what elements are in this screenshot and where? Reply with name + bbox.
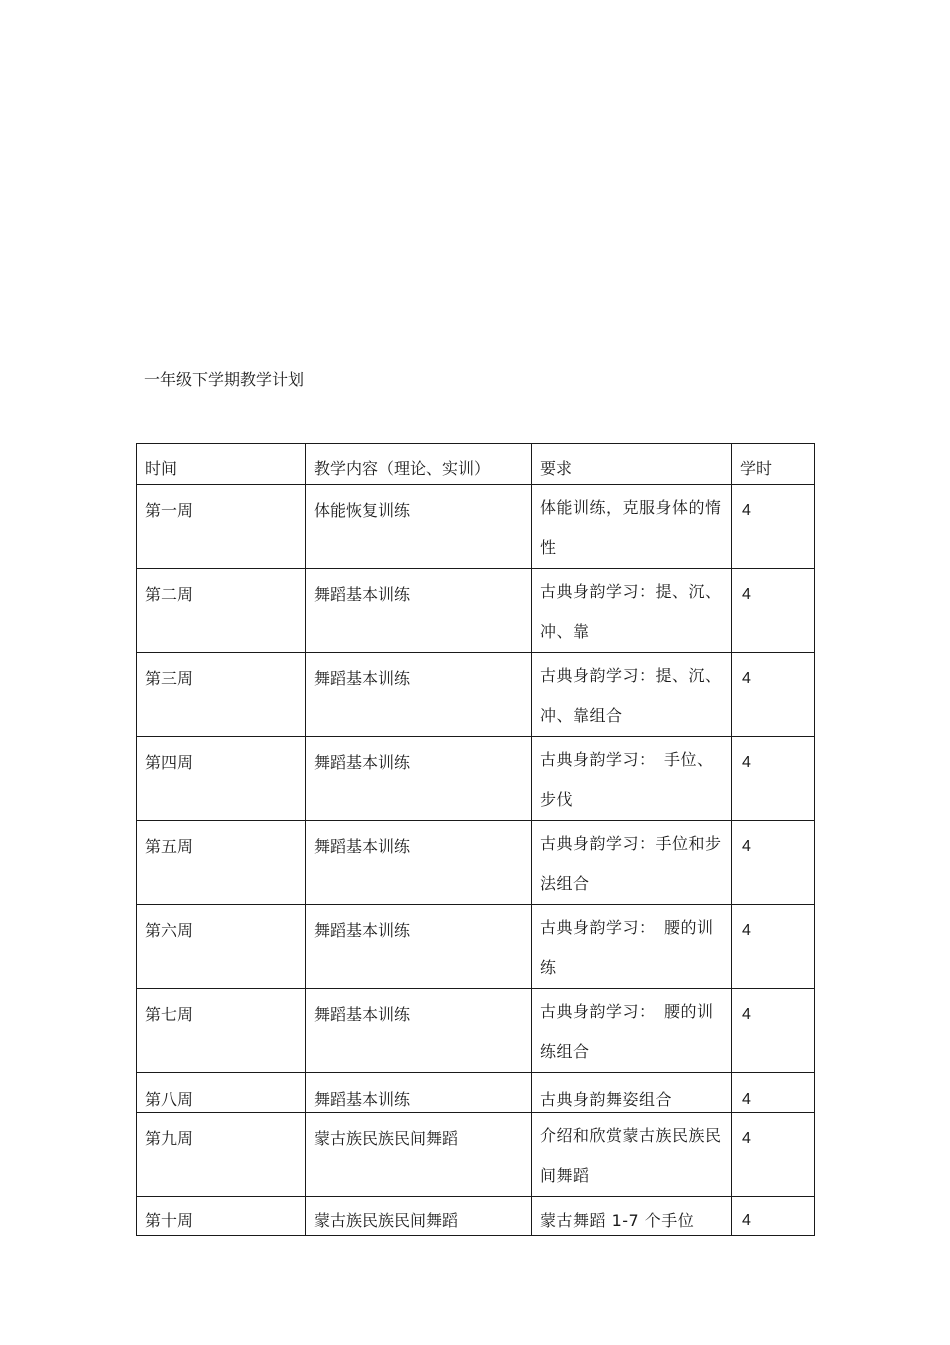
cell-content: 舞蹈基本训练 bbox=[306, 989, 532, 1073]
cell-hours: 4 bbox=[732, 653, 815, 737]
cell-week: 第六周 bbox=[137, 905, 306, 989]
table-row bbox=[137, 1073, 815, 1113]
table-row bbox=[137, 653, 815, 737]
cell-requirement: 蒙古舞蹈 1-7 个手位 bbox=[532, 1197, 732, 1236]
table-row bbox=[137, 1197, 815, 1236]
cell-hours: 4 bbox=[732, 485, 815, 569]
table-row bbox=[137, 989, 815, 1073]
cell-requirement: 古典身韵学习：手位和步法组合 bbox=[532, 821, 732, 905]
cell-week: 第八周 bbox=[137, 1073, 306, 1113]
cell-hours: 4 bbox=[732, 569, 815, 653]
document-title: 一年级下学期教学计划 bbox=[144, 370, 305, 389]
cell-week: 第二周 bbox=[137, 569, 306, 653]
cell-hours: 4 bbox=[732, 737, 815, 821]
cell-content: 蒙古族民族民间舞蹈 bbox=[306, 1197, 532, 1236]
cell-week: 第五周 bbox=[137, 821, 306, 905]
cell-requirement: 古典身韵学习：提、沉、冲、靠组合 bbox=[532, 653, 732, 737]
cell-content: 舞蹈基本训练 bbox=[306, 569, 532, 653]
table-row bbox=[137, 485, 815, 569]
cell-hours: 4 bbox=[732, 1113, 815, 1197]
header-content: 教学内容（理论、实训） bbox=[306, 444, 532, 485]
cell-content: 舞蹈基本训练 bbox=[306, 821, 532, 905]
cell-week: 第四周 bbox=[137, 737, 306, 821]
cell-requirement: 体能训练，克服身体的惰性 bbox=[532, 485, 732, 569]
cell-content: 体能恢复训练 bbox=[306, 485, 532, 569]
cell-week: 第十周 bbox=[137, 1197, 306, 1236]
header-requirement: 要求 bbox=[532, 444, 732, 485]
teaching-plan-table bbox=[136, 443, 815, 1236]
table-row bbox=[137, 569, 815, 653]
cell-content: 舞蹈基本训练 bbox=[306, 1073, 532, 1113]
cell-requirement: 古典身韵学习： 腰的训练 bbox=[532, 905, 732, 989]
table-row bbox=[137, 821, 815, 905]
cell-requirement: 古典身韵学习：提、沉、冲、靠 bbox=[532, 569, 732, 653]
cell-content: 舞蹈基本训练 bbox=[306, 653, 532, 737]
cell-content: 舞蹈基本训练 bbox=[306, 905, 532, 989]
table-header-row bbox=[137, 444, 815, 485]
cell-requirement: 古典身韵舞姿组合 bbox=[532, 1073, 732, 1113]
header-time: 时间 bbox=[137, 444, 306, 485]
table-row bbox=[137, 905, 815, 989]
cell-hours: 4 bbox=[732, 1197, 815, 1236]
cell-hours: 4 bbox=[732, 821, 815, 905]
cell-requirement: 古典身韵学习： 手位、步伐 bbox=[532, 737, 732, 821]
table-row bbox=[137, 1113, 815, 1197]
cell-week: 第七周 bbox=[137, 989, 306, 1073]
cell-requirement: 古典身韵学习： 腰的训练组合 bbox=[532, 989, 732, 1073]
cell-requirement: 介绍和欣赏蒙古族民族民间舞蹈 bbox=[532, 1113, 732, 1197]
table-row bbox=[137, 737, 815, 821]
cell-week: 第三周 bbox=[137, 653, 306, 737]
cell-week: 第一周 bbox=[137, 485, 306, 569]
cell-content: 蒙古族民族民间舞蹈 bbox=[306, 1113, 532, 1197]
header-hours: 学时 bbox=[732, 444, 815, 485]
cell-hours: 4 bbox=[732, 1073, 815, 1113]
cell-hours: 4 bbox=[732, 989, 815, 1073]
cell-week: 第九周 bbox=[137, 1113, 306, 1197]
cell-hours: 4 bbox=[732, 905, 815, 989]
cell-content: 舞蹈基本训练 bbox=[306, 737, 532, 821]
